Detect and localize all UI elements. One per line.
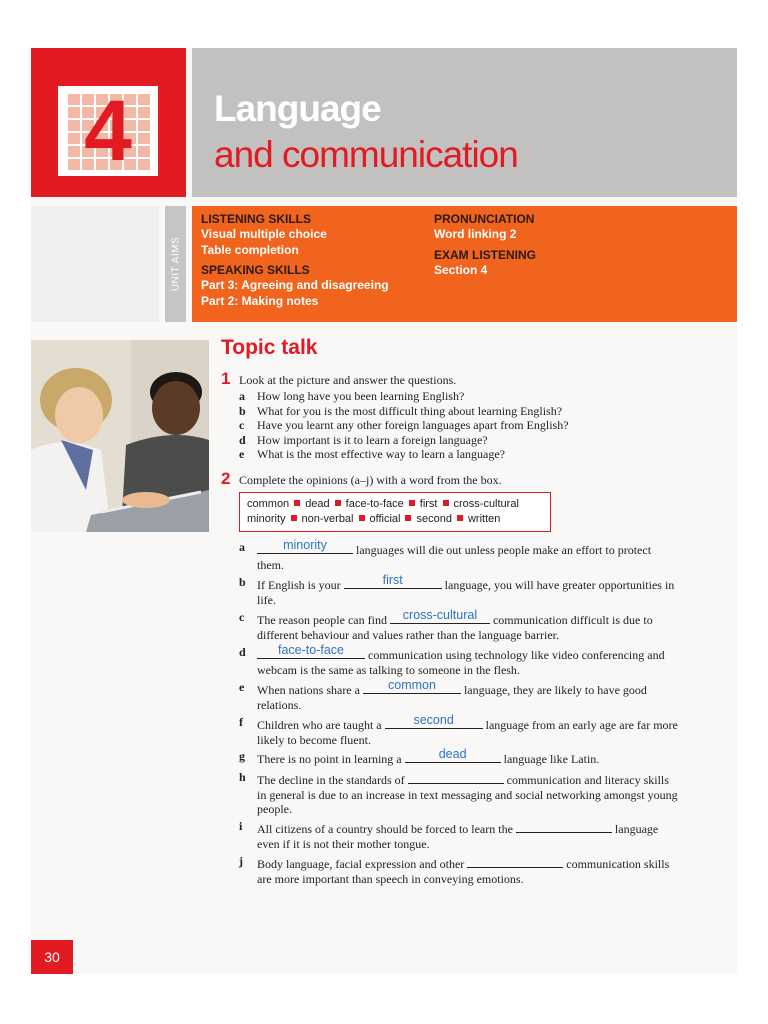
aims-left-strip xyxy=(31,206,159,322)
unit-title-box xyxy=(192,48,737,197)
answer-blank[interactable]: common xyxy=(363,680,461,694)
word: common xyxy=(247,498,290,510)
aim-item: Part 2: Making notes xyxy=(201,294,319,308)
answer-blank[interactable] xyxy=(408,770,504,784)
page-number: 30 xyxy=(31,940,73,974)
question-1-list xyxy=(239,389,569,462)
aim-item: Word linking 2 xyxy=(434,227,517,241)
aims-left-column xyxy=(201,210,389,309)
question-number: 1 xyxy=(221,369,231,388)
answer-blank[interactable]: cross-cultural xyxy=(390,610,490,624)
aim-heading: LISTENING SKILLS xyxy=(201,212,312,226)
aim-item: Section 4 xyxy=(434,263,488,277)
aim-item: Part 3: Agreeing and disagreeing xyxy=(201,278,389,292)
answer-blank[interactable]: first xyxy=(344,575,442,589)
answer-blank[interactable]: minority xyxy=(257,540,353,554)
answer-blank[interactable] xyxy=(516,819,612,833)
list-item: d How important is it to learn a foreign language? xyxy=(239,432,488,447)
list-item: b What for you is the most difficult thing about learning English? xyxy=(239,403,563,418)
word: dead xyxy=(305,498,330,510)
answer-blank[interactable]: second xyxy=(385,715,483,729)
word: face-to-face xyxy=(345,498,404,510)
word: written xyxy=(467,513,501,525)
word-box-line-2 xyxy=(247,513,500,525)
aim-item: Visual multiple choice xyxy=(201,227,327,241)
question-prompt: Complete the opinions (a–j) with a word from the box. xyxy=(239,473,502,487)
unit-title-line1: Language xyxy=(214,88,381,129)
word: official xyxy=(369,513,401,525)
aim-heading: SPEAKING SKILLS xyxy=(201,263,310,277)
section-title: Topic talk xyxy=(221,336,318,359)
answer-blank[interactable] xyxy=(467,854,563,868)
word: minority xyxy=(247,513,286,525)
unit-number: 4 xyxy=(84,83,132,179)
question-number: 2 xyxy=(221,469,231,488)
list-item: e What is the most effective way to learn a language? xyxy=(239,447,506,461)
unit-aims-label: UNIT AIMS xyxy=(165,206,186,322)
word: second xyxy=(416,513,452,525)
aim-item: Table completion xyxy=(201,243,299,257)
unit-number-tile xyxy=(58,83,158,179)
word: first xyxy=(419,498,438,510)
aim-heading: EXAM LISTENING xyxy=(434,248,537,262)
unit-title-line2: and communication xyxy=(214,134,518,175)
aim-heading: PRONUNCIATION xyxy=(434,212,535,226)
unit-number-box xyxy=(31,48,186,197)
word-box-line-1 xyxy=(247,498,519,510)
students-illustration xyxy=(31,340,209,532)
answer-blank[interactable]: dead xyxy=(405,749,501,763)
word: non-verbal xyxy=(301,513,354,525)
students-photo xyxy=(31,340,209,532)
word: cross-cultural xyxy=(453,498,519,510)
question-prompt: Look at the picture and answer the questions. xyxy=(239,373,457,387)
answer-blank[interactable]: face-to-face xyxy=(257,645,365,659)
word-box xyxy=(239,492,551,532)
list-item: c Have you learnt any other foreign languages apart from English? xyxy=(239,418,569,432)
unit-aims-panel xyxy=(192,206,737,322)
list-item: a How long have you been learning English? xyxy=(239,389,465,403)
aims-right-column xyxy=(434,210,536,278)
